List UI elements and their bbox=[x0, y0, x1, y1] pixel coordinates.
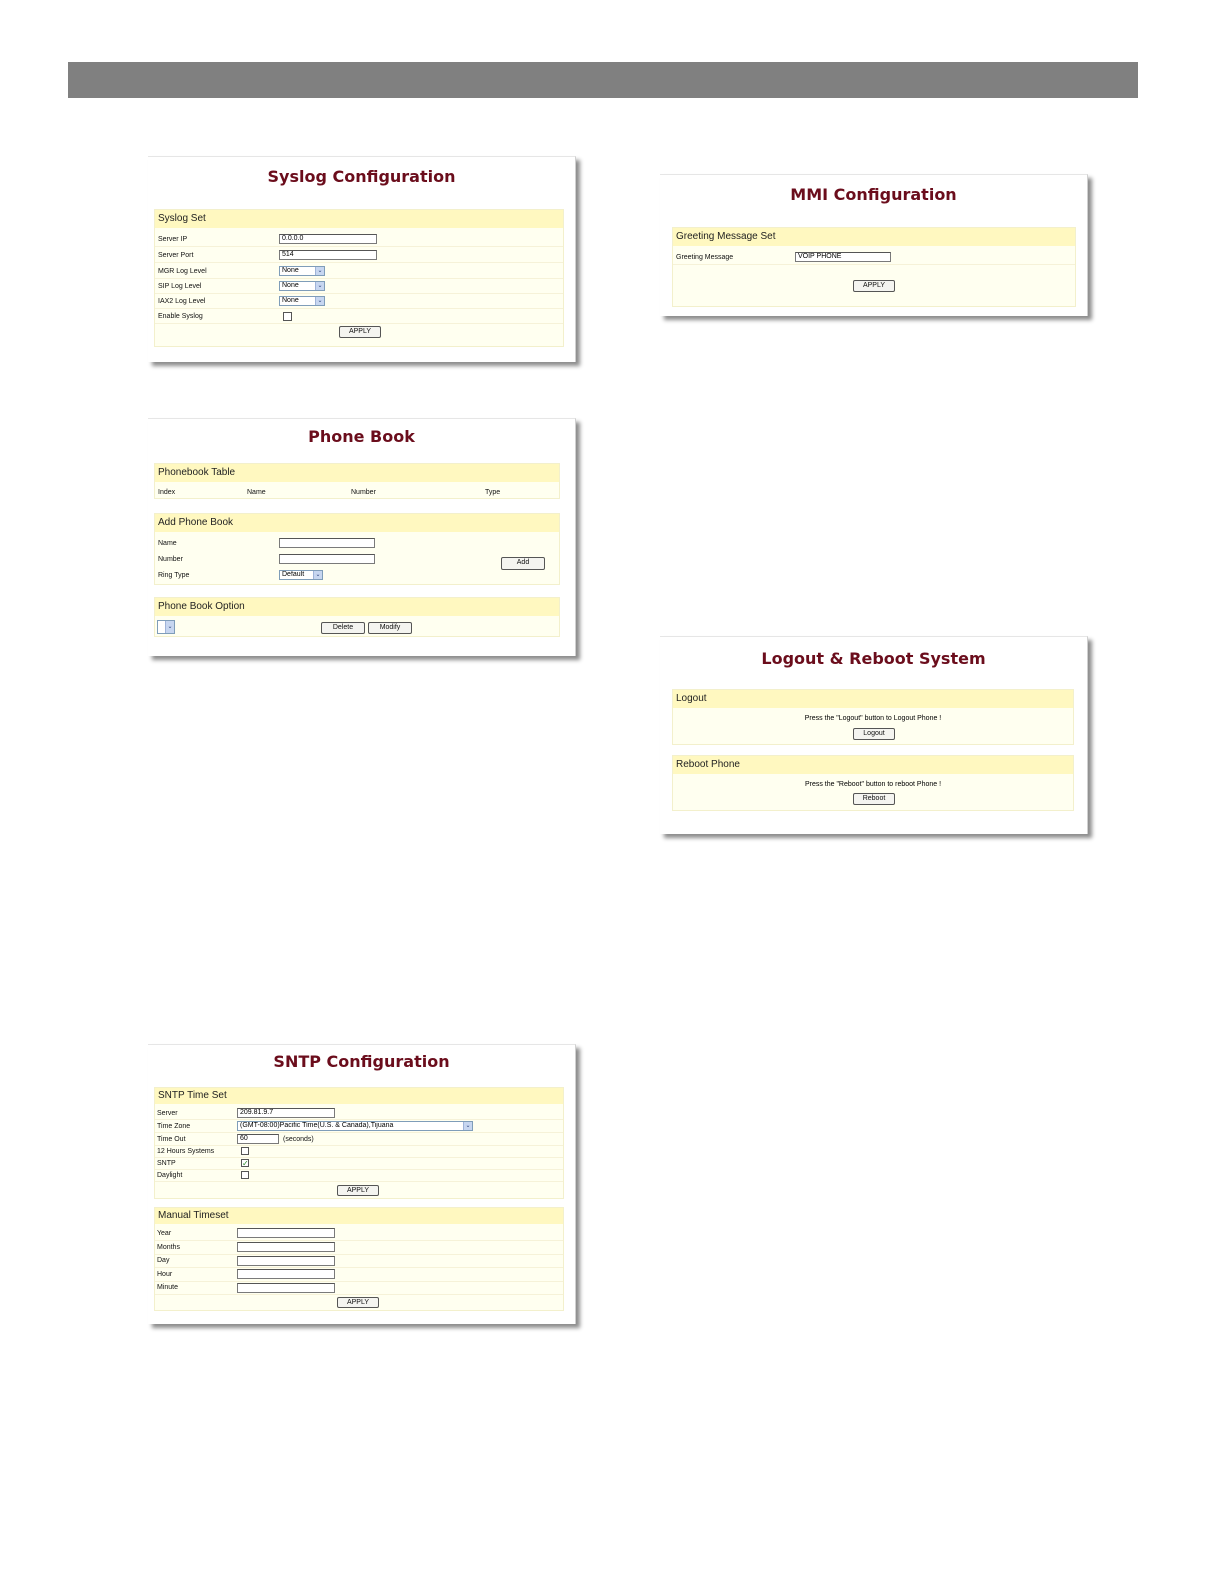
pb-delete-button[interactable]: Delete bbox=[321, 622, 365, 634]
reboot-section bbox=[672, 755, 1074, 811]
sntp-sntp-row bbox=[155, 1158, 563, 1170]
mmi-title: MMI Configuration bbox=[790, 185, 957, 204]
phonebook-table-section bbox=[154, 463, 560, 499]
reboot-message: Press the "Reboot" button to reboot Phone ! bbox=[804, 781, 942, 788]
sntp-server-input[interactable]: 209.81.9.7 bbox=[237, 1108, 335, 1118]
enable-syslog-checkbox[interactable] bbox=[283, 312, 292, 321]
enable-syslog-row bbox=[155, 309, 563, 324]
sntp-server-row bbox=[155, 1107, 563, 1120]
logout-reboot-title: Logout & Reboot System bbox=[761, 649, 986, 668]
syslog-set-section bbox=[154, 209, 564, 347]
iax2-log-select[interactable] bbox=[279, 296, 325, 306]
hour-row bbox=[155, 1268, 563, 1282]
sntp-tz-label: Time Zone bbox=[157, 1123, 191, 1130]
day-label: Day bbox=[157, 1257, 170, 1264]
server-ip-input[interactable]: 0.0.0.0 bbox=[279, 234, 377, 244]
header-bar bbox=[68, 62, 1138, 98]
syslog-apply-button[interactable]: APPLY bbox=[339, 326, 381, 338]
sntp-server-label: Server bbox=[157, 1110, 178, 1117]
chevron-down-icon[interactable]: ⌄ bbox=[315, 282, 324, 290]
minute-input[interactable] bbox=[237, 1283, 335, 1293]
pb-ring-value: Default bbox=[282, 571, 305, 578]
logout-button[interactable]: Logout bbox=[853, 728, 895, 740]
greeting-input[interactable]: VOIP PHONE bbox=[795, 252, 891, 262]
logout-reboot-panel bbox=[660, 636, 1088, 834]
manual-apply-button[interactable]: APPLY bbox=[337, 1297, 379, 1308]
server-ip-label: Server IP bbox=[158, 236, 188, 243]
syslog-set-header: Syslog Set bbox=[155, 210, 563, 228]
sntp-sntp-label: SNTP bbox=[157, 1160, 176, 1167]
sntp-panel bbox=[148, 1044, 576, 1324]
sip-log-label: SIP Log Level bbox=[158, 283, 202, 290]
sntp-12h-label: 12 Hours Systems bbox=[157, 1148, 215, 1155]
syslog-panel bbox=[148, 156, 576, 362]
pb-ring-label: Ring Type bbox=[158, 572, 190, 579]
greeting-section bbox=[672, 227, 1076, 307]
months-input[interactable] bbox=[237, 1242, 335, 1252]
manual-timeset-section bbox=[154, 1207, 564, 1311]
pb-ring-select[interactable] bbox=[279, 570, 323, 580]
day-input[interactable] bbox=[237, 1256, 335, 1266]
phonebook-title: Phone Book bbox=[308, 427, 415, 446]
enable-syslog-label: Enable Syslog bbox=[158, 313, 203, 320]
hour-label: Hour bbox=[157, 1271, 173, 1278]
pb-option-select[interactable] bbox=[157, 620, 175, 634]
sntp-sntp-checkbox[interactable]: ✓ bbox=[242, 1159, 249, 1168]
sntp-time-section bbox=[154, 1087, 564, 1199]
logout-section-header: Logout bbox=[673, 690, 1073, 708]
iax2-log-row bbox=[155, 294, 563, 309]
reboot-button[interactable]: Reboot bbox=[853, 793, 895, 805]
phonebook-option-section bbox=[154, 597, 560, 637]
pb-number-input[interactable] bbox=[279, 554, 375, 564]
chevron-down-icon[interactable]: ⌄ bbox=[313, 571, 322, 579]
sntp-12h-checkbox[interactable] bbox=[241, 1147, 249, 1155]
sntp-timeout-unit: (seconds) bbox=[283, 1136, 314, 1143]
chevron-down-icon[interactable]: ⌄ bbox=[165, 621, 174, 633]
sntp-timeout-row bbox=[155, 1133, 563, 1146]
column-type: Type bbox=[485, 489, 501, 496]
pb-modify-button[interactable]: Modify bbox=[368, 622, 412, 634]
year-label: Year bbox=[157, 1230, 172, 1237]
day-row bbox=[155, 1255, 563, 1268]
add-phonebook-section bbox=[154, 513, 560, 585]
server-port-row bbox=[155, 248, 563, 263]
pb-number-label: Number bbox=[158, 556, 183, 563]
pb-name-label: Name bbox=[158, 540, 177, 547]
mgr-log-row bbox=[155, 264, 563, 279]
greeting-row bbox=[673, 250, 1075, 265]
chevron-down-icon[interactable]: ⌄ bbox=[315, 267, 324, 275]
sntp-daylight-label: Daylight bbox=[157, 1172, 183, 1179]
minute-row bbox=[155, 1282, 563, 1295]
sntp-tz-select[interactable] bbox=[237, 1121, 473, 1131]
phonebook-panel bbox=[148, 418, 576, 656]
mgr-log-select[interactable] bbox=[279, 266, 325, 276]
chevron-down-icon[interactable]: ⌄ bbox=[315, 297, 324, 305]
server-port-label: Server Port bbox=[158, 252, 194, 259]
iax2-log-value: None bbox=[282, 297, 299, 304]
sntp-12h-row bbox=[155, 1146, 563, 1158]
greeting-label: Greeting Message bbox=[676, 254, 734, 261]
sntp-timeout-label: Time Out bbox=[157, 1136, 186, 1143]
pb-name-input[interactable] bbox=[279, 538, 375, 548]
add-phonebook-header: Add Phone Book bbox=[155, 514, 559, 532]
column-name: Name bbox=[247, 489, 266, 496]
syslog-title: Syslog Configuration bbox=[267, 167, 456, 186]
phonebook-table-header: Phonebook Table bbox=[155, 464, 559, 482]
sntp-daylight-row bbox=[155, 1170, 563, 1182]
manual-timeset-header: Manual Timeset bbox=[155, 1208, 563, 1224]
hour-input[interactable] bbox=[237, 1269, 335, 1279]
sntp-timeout-input[interactable]: 60 bbox=[237, 1134, 279, 1144]
sip-log-value: None bbox=[282, 282, 299, 289]
year-row bbox=[155, 1227, 563, 1241]
logout-message: Press the "Logout" button to Logout Phone ! bbox=[804, 715, 942, 722]
pb-add-button[interactable]: Add bbox=[501, 557, 545, 570]
months-label: Months bbox=[157, 1244, 180, 1251]
sip-log-row bbox=[155, 279, 563, 294]
server-port-input[interactable]: 514 bbox=[279, 250, 377, 260]
greeting-section-header: Greeting Message Set bbox=[673, 228, 1075, 246]
reboot-section-header: Reboot Phone bbox=[673, 756, 1073, 774]
sntp-time-header: SNTP Time Set bbox=[155, 1088, 563, 1104]
months-row bbox=[155, 1241, 563, 1255]
phonebook-option-header: Phone Book Option bbox=[155, 598, 559, 616]
mmi-panel bbox=[660, 174, 1088, 316]
chevron-down-icon[interactable]: ⌄ bbox=[463, 1122, 472, 1130]
iax2-log-label: IAX2 Log Level bbox=[158, 298, 206, 305]
pb-ring-row bbox=[155, 568, 559, 583]
sntp-tz-value: (GMT-08:00)Pacific Time(U.S. & Canada),Tijuana bbox=[240, 1122, 394, 1129]
minute-label: Minute bbox=[157, 1284, 179, 1291]
sntp-daylight-checkbox[interactable] bbox=[241, 1171, 249, 1179]
sntp-apply-button[interactable]: APPLY bbox=[337, 1185, 379, 1196]
year-input[interactable] bbox=[237, 1228, 335, 1238]
sip-log-select[interactable] bbox=[279, 281, 325, 291]
pb-name-row bbox=[155, 536, 559, 551]
server-ip-row bbox=[155, 232, 563, 247]
pb-number-row bbox=[155, 552, 559, 567]
sntp-tz-row bbox=[155, 1120, 563, 1133]
mmi-apply-button[interactable]: APPLY bbox=[853, 280, 895, 292]
mgr-log-value: None bbox=[282, 267, 299, 274]
column-index: Index bbox=[158, 489, 176, 496]
sntp-title: SNTP Configuration bbox=[273, 1052, 450, 1071]
logout-section bbox=[672, 689, 1074, 745]
mgr-log-label: MGR Log Level bbox=[158, 268, 207, 275]
column-number: Number bbox=[351, 489, 376, 496]
